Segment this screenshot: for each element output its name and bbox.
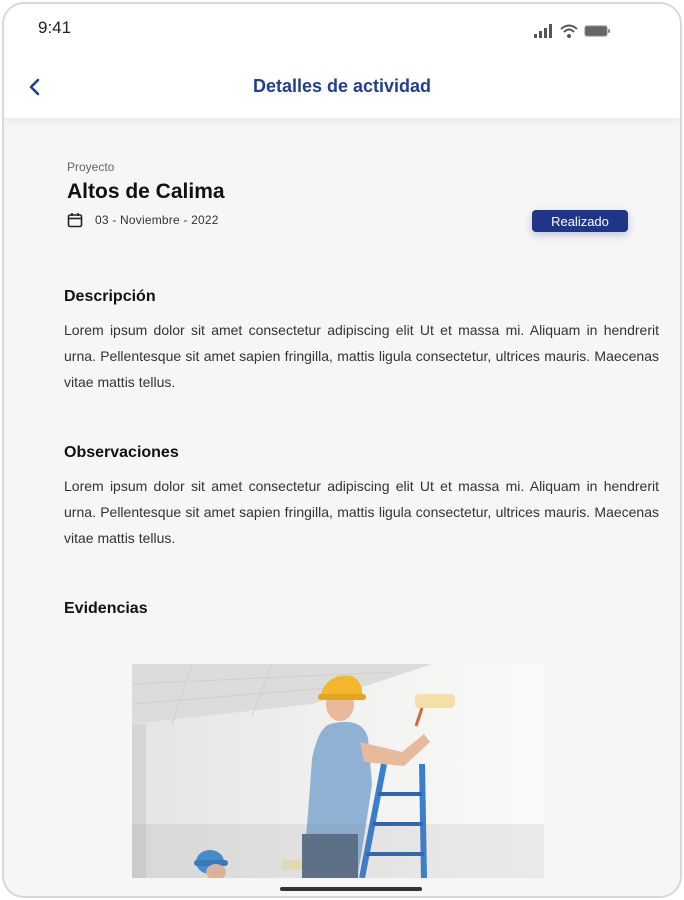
status-icons xyxy=(534,24,612,38)
signal-icon xyxy=(534,24,554,38)
worker-painting-image xyxy=(132,664,544,878)
observations-title: Observaciones xyxy=(64,444,179,461)
device-frame xyxy=(2,2,682,898)
battery-icon xyxy=(584,24,612,38)
project-name: Altos de Calima xyxy=(67,180,225,203)
top-bar xyxy=(4,4,680,118)
wifi-icon xyxy=(560,24,578,38)
status-badge: Realizado xyxy=(532,210,628,232)
status-time: 9:41 xyxy=(38,18,72,37)
description-text: Lorem ipsum dolor sit amet consectetur adipiscing elit Ut et massa mi. Aliquam in hendrerit urna. Pellentesque sit amet sapien fringilla, mattis ligula consectetur, ultrices mauris. Maecenas vitae mattis tellus. xyxy=(64,322,659,390)
calendar-icon xyxy=(67,212,83,228)
evidence-title: Evidencias xyxy=(64,600,148,617)
evidence-photo[interactable] xyxy=(132,664,544,878)
observations-text: Lorem ipsum dolor sit amet consectetur adipiscing elit Ut et massa mi. Aliquam in hendrerit urna. Pellentesque sit amet sapien fringilla, mattis ligula consectetur, ultrices mauris. Maecenas vitae mattis tellus. xyxy=(64,478,659,546)
description-title: Descripción xyxy=(64,288,156,305)
date-row xyxy=(67,212,219,228)
home-indicator[interactable] xyxy=(280,887,422,891)
activity-date: 03 - Noviembre - 2022 xyxy=(95,213,219,227)
page-title: Detalles de actividad xyxy=(252,76,432,96)
project-label: Proyecto xyxy=(67,160,115,174)
